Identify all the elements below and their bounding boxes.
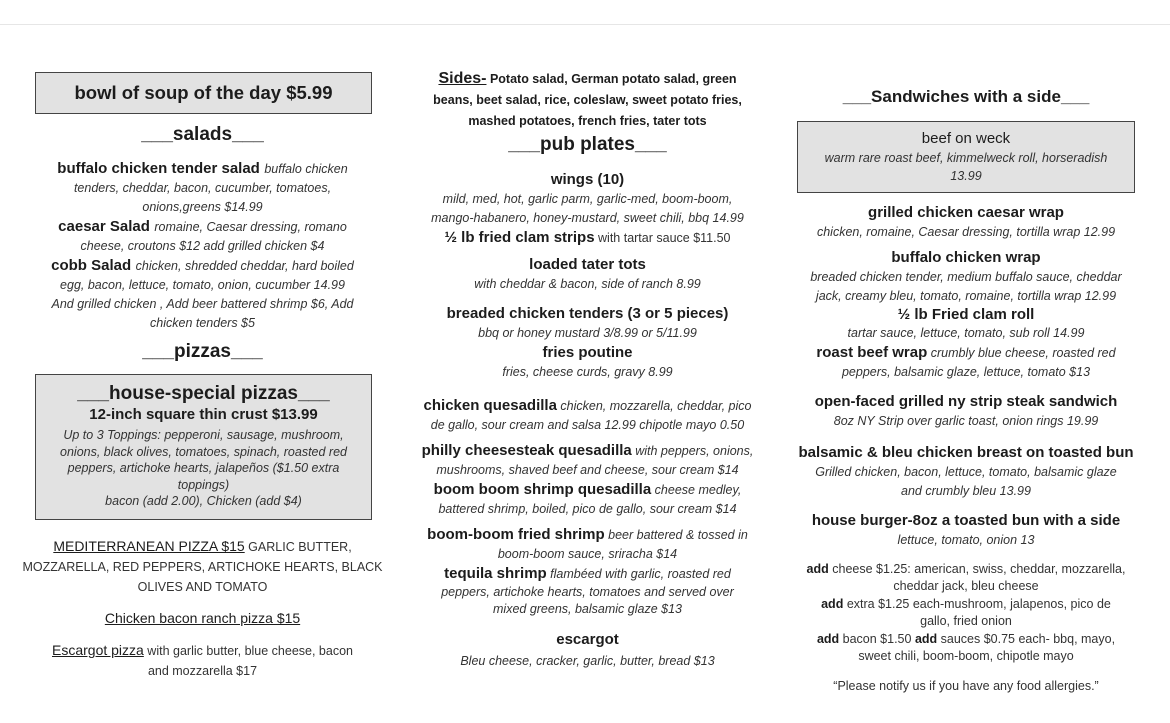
item-name: tequila shrimp <box>444 565 547 582</box>
house-pizza-desc: Up to 3 Toppings: pepperoni, sausage, mushroom, <box>63 428 344 442</box>
item-desc: and crumbly bleu 13.99 <box>901 484 1031 498</box>
house-pizza-subtitle: 12-inch square thin crust $13.99 <box>89 406 318 423</box>
med-pizza-desc: OLIVES AND TOMATO <box>137 580 268 594</box>
item-desc: with cheddar & bacon, side of ranch 8.99 <box>474 277 701 291</box>
salad-name: cobb Salad <box>51 257 132 274</box>
salad-desc: cheese, croutons $12 add grilled chicken $4 <box>80 239 325 253</box>
item-name: ½ lb Fried clam roll <box>897 306 1035 323</box>
item-desc: crumbly blue cheese, roasted red <box>927 346 1116 360</box>
sides-block <box>400 68 775 132</box>
item-desc: mushrooms, shaved beef and cheese, sour cream $14 <box>436 463 739 477</box>
item-name: boom-boom fried shrimp <box>427 526 605 543</box>
menu-item <box>785 203 1147 242</box>
menu-item <box>785 343 1147 382</box>
escargot-pizza <box>10 640 395 681</box>
item-desc: peppers, balsamic glaze, lettuce, tomato $13 <box>841 365 1091 379</box>
med-pizza-desc: GARLIC BUTTER, <box>244 540 352 554</box>
item-name: ½ lb fried clam strips <box>444 229 595 246</box>
item-name: loaded tater tots <box>529 256 646 273</box>
item-desc: with tartar sauce $11.50 <box>594 231 731 245</box>
med-pizza-name: MEDITERRANEAN PIZZA $15 <box>53 538 245 554</box>
item-name: fries poutine <box>542 344 633 361</box>
item-desc: mango-habanero, honey-mustard, sweet chili, bbq 14.99 <box>431 211 744 225</box>
pub-plates-heading: ___pub plates___ <box>508 134 667 155</box>
item-desc: bbq or honey mustard 3/8.99 or 5/11.99 <box>478 326 697 340</box>
sides-desc: Potato salad, German potato salad, green <box>486 72 737 86</box>
add-label: add <box>821 597 844 611</box>
menu-item <box>400 441 775 480</box>
allergy-notice: “Please notify us if you have any food allergies.” <box>833 679 1099 693</box>
item-desc: flambéed with garlic, roasted red <box>546 567 731 581</box>
item-desc: tartar sauce, lettuce, tomato, sub roll 14.99 <box>847 326 1085 340</box>
item-name: balsamic & bleu chicken breast on toasted bun <box>798 444 1134 461</box>
salads-list <box>35 159 370 333</box>
house-pizza-desc: toppings) <box>177 477 230 492</box>
house-pizza-desc: onions, black olives, tomatoes, spinach, roasted red <box>60 444 347 459</box>
menu-item <box>400 630 775 672</box>
menu-item <box>400 480 775 519</box>
item-desc: Bleu cheese, cracker, garlic, butter, bread $13 <box>460 654 715 668</box>
salad-item <box>35 159 370 217</box>
item-name: breaded chicken tenders (3 or 5 pieces) <box>446 305 729 322</box>
item-desc: warm rare roast beef, kimmelweck roll, horseradish <box>824 151 1108 165</box>
escargot-pizza-desc: and mozzarella $17 <box>147 664 258 678</box>
item-desc: 13.99 <box>950 169 982 183</box>
item-name: grilled chicken caesar wrap <box>868 204 1064 221</box>
menu-item <box>400 170 775 228</box>
menu-item <box>400 396 775 435</box>
salad-desc: buffalo chicken <box>264 162 348 176</box>
item-name: chicken quesadilla <box>423 397 557 414</box>
item-name: philly cheesesteak quesadilla <box>421 442 632 459</box>
item-name: escargot <box>556 631 619 648</box>
item-desc: Grilled chicken, bacon, lettuce, tomato, balsamic glaze <box>815 465 1117 479</box>
salad-desc: tenders, cheddar, bacon, cucumber, tomatoes, <box>73 181 332 195</box>
item-desc: mixed greens, balsamic glaze $13 <box>493 602 682 616</box>
salad-desc: egg, bacon, lettuce, tomato, onion, cucumber 14.99 <box>60 278 345 292</box>
sides-desc: mashed potatoes, french fries, tater tots <box>468 114 707 128</box>
add-desc: sauces $0.75 each- bbq, mayo, <box>937 632 1116 646</box>
item-desc: lettuce, tomato, onion 13 <box>897 533 1035 547</box>
salad-name: buffalo chicken tender salad <box>57 160 260 177</box>
ranch-pizza-name: Chicken bacon ranch pizza $15 <box>104 610 301 626</box>
salads-heading: ___salads___ <box>141 124 264 145</box>
menu-item <box>785 306 1147 343</box>
item-desc: jack, creamy bleu, tomato, romaine, tortilla wrap 12.99 <box>815 289 1117 303</box>
add-desc: gallo, fried onion <box>920 614 1012 628</box>
menu-item <box>400 343 775 382</box>
salad-desc: onions,greens $14.99 <box>142 200 263 214</box>
menu-item <box>400 228 775 248</box>
menu-item <box>785 511 1147 550</box>
soup-title: bowl of soup of the day $5.99 <box>74 82 333 103</box>
add-desc: extra $1.25 each-mushroom, jalapenos, pico de <box>843 597 1111 611</box>
salad-desc: chicken tenders $5 <box>150 316 255 330</box>
item-desc: de gallo, sour cream and salsa 12.99 chipotle mayo 0.50 <box>430 418 745 432</box>
chicken-bacon-ranch-pizza <box>10 608 395 628</box>
item-desc: peppers, artichoke hearts, tomatoes and served over <box>441 585 734 599</box>
add-desc: cheddar jack, bleu cheese <box>893 579 1039 593</box>
top-divider <box>0 24 1170 25</box>
add-ons <box>785 560 1147 665</box>
house-pizza-desc: bacon (add 2.00), Chicken (add $4) <box>105 494 302 508</box>
salad-desc: And grilled chicken , Add beer battered shrimp $6, Add <box>51 297 354 311</box>
item-desc: chicken, mozzarella, cheddar, pico <box>556 399 752 413</box>
house-pizza-title: ___house-special pizzas___ <box>77 383 330 404</box>
escargot-pizza-name: Escargot pizza <box>52 642 144 658</box>
item-name: boom boom shrimp quesadilla <box>433 481 652 498</box>
item-desc: with peppers, onions, <box>631 444 754 458</box>
item-desc: chicken, romaine, Caesar dressing, tortilla wrap 12.99 <box>816 225 1116 239</box>
item-desc: 8oz NY Strip over garlic toast, onion rings 19.99 <box>833 414 1099 428</box>
add-desc: bacon $1.50 <box>839 632 915 646</box>
add-desc: cheese $1.25: american, swiss, cheddar, mozzarella, <box>828 562 1126 576</box>
salad-name: caesar Salad <box>58 218 150 235</box>
menu-item <box>400 255 775 294</box>
item-desc: breaded chicken tender, medium buffalo sauce, cheddar <box>810 270 1122 284</box>
item-name: wings (10) <box>550 171 625 188</box>
item-desc: mild, med, hot, garlic parm, garlic-med, boom-boom, <box>442 192 733 206</box>
add-label: add <box>914 632 938 646</box>
item-desc: cheese medley, <box>651 483 742 497</box>
sandwiches-heading: ___Sandwiches with a side___ <box>842 87 1090 106</box>
item-name: beef on weck <box>921 130 1011 147</box>
sides-label: Sides- <box>438 70 487 87</box>
house-pizza-box <box>35 374 372 520</box>
mediterranean-pizza <box>10 536 395 597</box>
menu-item <box>785 392 1147 431</box>
soup-box <box>35 72 372 114</box>
menu-item <box>400 525 775 564</box>
salad-item <box>35 217 370 256</box>
menu-item <box>400 304 775 343</box>
item-name: house burger-8oz a toasted bun with a side <box>811 512 1121 529</box>
menu-item <box>785 443 1147 501</box>
menu-item <box>400 564 775 618</box>
item-desc: boom-boom sauce, sriracha $14 <box>497 547 678 561</box>
item-desc: beer battered & tossed in <box>604 528 748 542</box>
salad-desc: romaine, Caesar dressing, romano <box>154 220 347 234</box>
sandwiches-list <box>785 203 1147 696</box>
add-label: add <box>806 562 829 576</box>
salad-item <box>35 256 370 333</box>
beef-on-weck-box <box>797 121 1135 193</box>
sides-desc: beans, beet salad, rice, coleslaw, sweet potato fries, <box>433 93 742 107</box>
add-label: add <box>816 632 840 646</box>
item-name: open-faced grilled ny strip steak sandwich <box>814 393 1118 410</box>
menu-item <box>785 248 1147 306</box>
item-desc: fries, cheese curds, gravy 8.99 <box>502 365 673 379</box>
salad-desc: chicken, shredded cheddar, hard boiled <box>135 259 354 273</box>
med-pizza-desc: MOZZARELLA, RED PEPPERS, ARTICHOKE HEARTS, BLACK <box>22 560 383 574</box>
pizzas-heading: ___pizzas___ <box>142 341 263 362</box>
item-name: buffalo chicken wrap <box>891 249 1041 266</box>
add-desc: sweet chili, boom-boom, chipotle mayo <box>858 649 1074 663</box>
house-pizza-desc: peppers, artichoke hearts, jalapeños ($1.50 extra <box>67 461 340 475</box>
escargot-pizza-desc: with garlic butter, blue cheese, bacon <box>143 644 353 658</box>
item-desc: battered shrimp, boiled, pico de gallo, sour cream $14 <box>438 502 737 516</box>
item-name: roast beef wrap <box>816 344 928 361</box>
pub-plates-list <box>400 170 775 672</box>
